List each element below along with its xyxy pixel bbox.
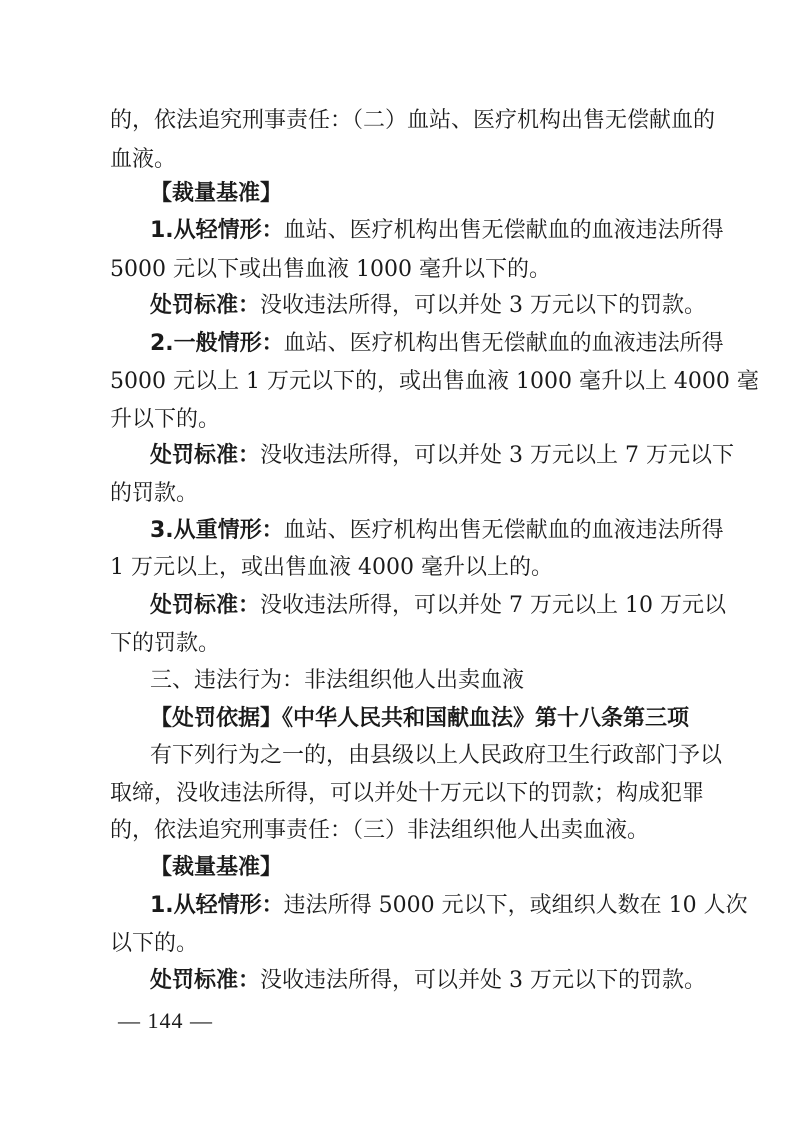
- paragraph-line: [150, 329, 724, 359]
- paragraph-line: 取缔，没收违法所得，可以并处十万元以下的罚款；构成犯罪: [110, 781, 705, 806]
- penalty-text: 没收违法所得，可以并处 3 万元以下的罚款。: [260, 968, 707, 993]
- penalty-text: 没收违法所得，可以并处 7 万元以上 10 万元以: [260, 593, 726, 618]
- paragraph-line: 下的罚款。: [110, 631, 221, 656]
- paragraph-line: 血液。: [110, 147, 177, 172]
- penalty-label: 处罚标准：: [150, 443, 261, 468]
- page-number: — 144 —: [118, 1008, 213, 1033]
- paragraph-line: 1 万元以上，或出售血液 4000 毫升以上的。: [110, 555, 553, 580]
- legal-basis-heading: 【处罚依据】《中华人民共和国献血法》第十八条第三项: [150, 706, 690, 731]
- paragraph-line: [150, 966, 707, 996]
- paragraph-line: [150, 516, 724, 546]
- paragraph-line: 有下列行为之一的，由县级以上人民政府卫生行政部门予以: [150, 743, 723, 768]
- paragraph-line: 升以下的。: [110, 407, 221, 432]
- section-title: 三、违法行为：非法组织他人出卖血液: [150, 668, 525, 693]
- penalty-text: 没收违法所得，可以并处 3 万元以下的罚款。: [260, 293, 707, 318]
- penalty-text: 没收违法所得，可以并处 3 万元以上 7 万元以下: [260, 443, 734, 468]
- penalty-label: 处罚标准：: [150, 968, 261, 993]
- case-text: 血站、医疗机构出售无偿献血的血液违法所得: [283, 218, 724, 243]
- paragraph-line: [150, 291, 707, 321]
- paragraph-line: 5000 元以下或出售血液 1000 毫升以下的。: [110, 257, 551, 282]
- case-label: 1.从轻情形：: [150, 218, 284, 243]
- case-label: 3.从重情形：: [150, 518, 284, 543]
- penalty-label: 处罚标准：: [150, 293, 261, 318]
- case-label: 2.一般情形：: [150, 331, 284, 356]
- paragraph-line: [150, 591, 726, 621]
- paragraph-line: 的罚款。: [110, 481, 199, 506]
- case-text: 血站、医疗机构出售无偿献血的血液违法所得: [283, 518, 724, 543]
- case-text: 违法所得 5000 元以下，或组织人数在 10 人次: [283, 893, 748, 918]
- section-heading: 【裁量基准】: [150, 855, 283, 880]
- case-text: 血站、医疗机构出售无偿献血的血液违法所得: [283, 331, 724, 356]
- paragraph-line: 的，依法追究刑事责任：（三）非法组织他人出卖血液。: [110, 818, 650, 843]
- paragraph-line: 以下的。: [110, 931, 199, 956]
- case-label: 1.从轻情形：: [150, 893, 284, 918]
- penalty-label: 处罚标准：: [150, 593, 261, 618]
- paragraph-line: [150, 441, 734, 471]
- paragraph-line: [150, 216, 724, 246]
- paragraph-line: [150, 891, 748, 921]
- paragraph-line: 5000 元以上 1 万元以下的，或出售血液 1000 毫升以上 4000 毫: [110, 369, 759, 394]
- section-heading: 【裁量基准】: [150, 181, 283, 206]
- paragraph-line: 的，依法追究刑事责任：（二）血站、医疗机构出售无偿献血的: [110, 108, 716, 133]
